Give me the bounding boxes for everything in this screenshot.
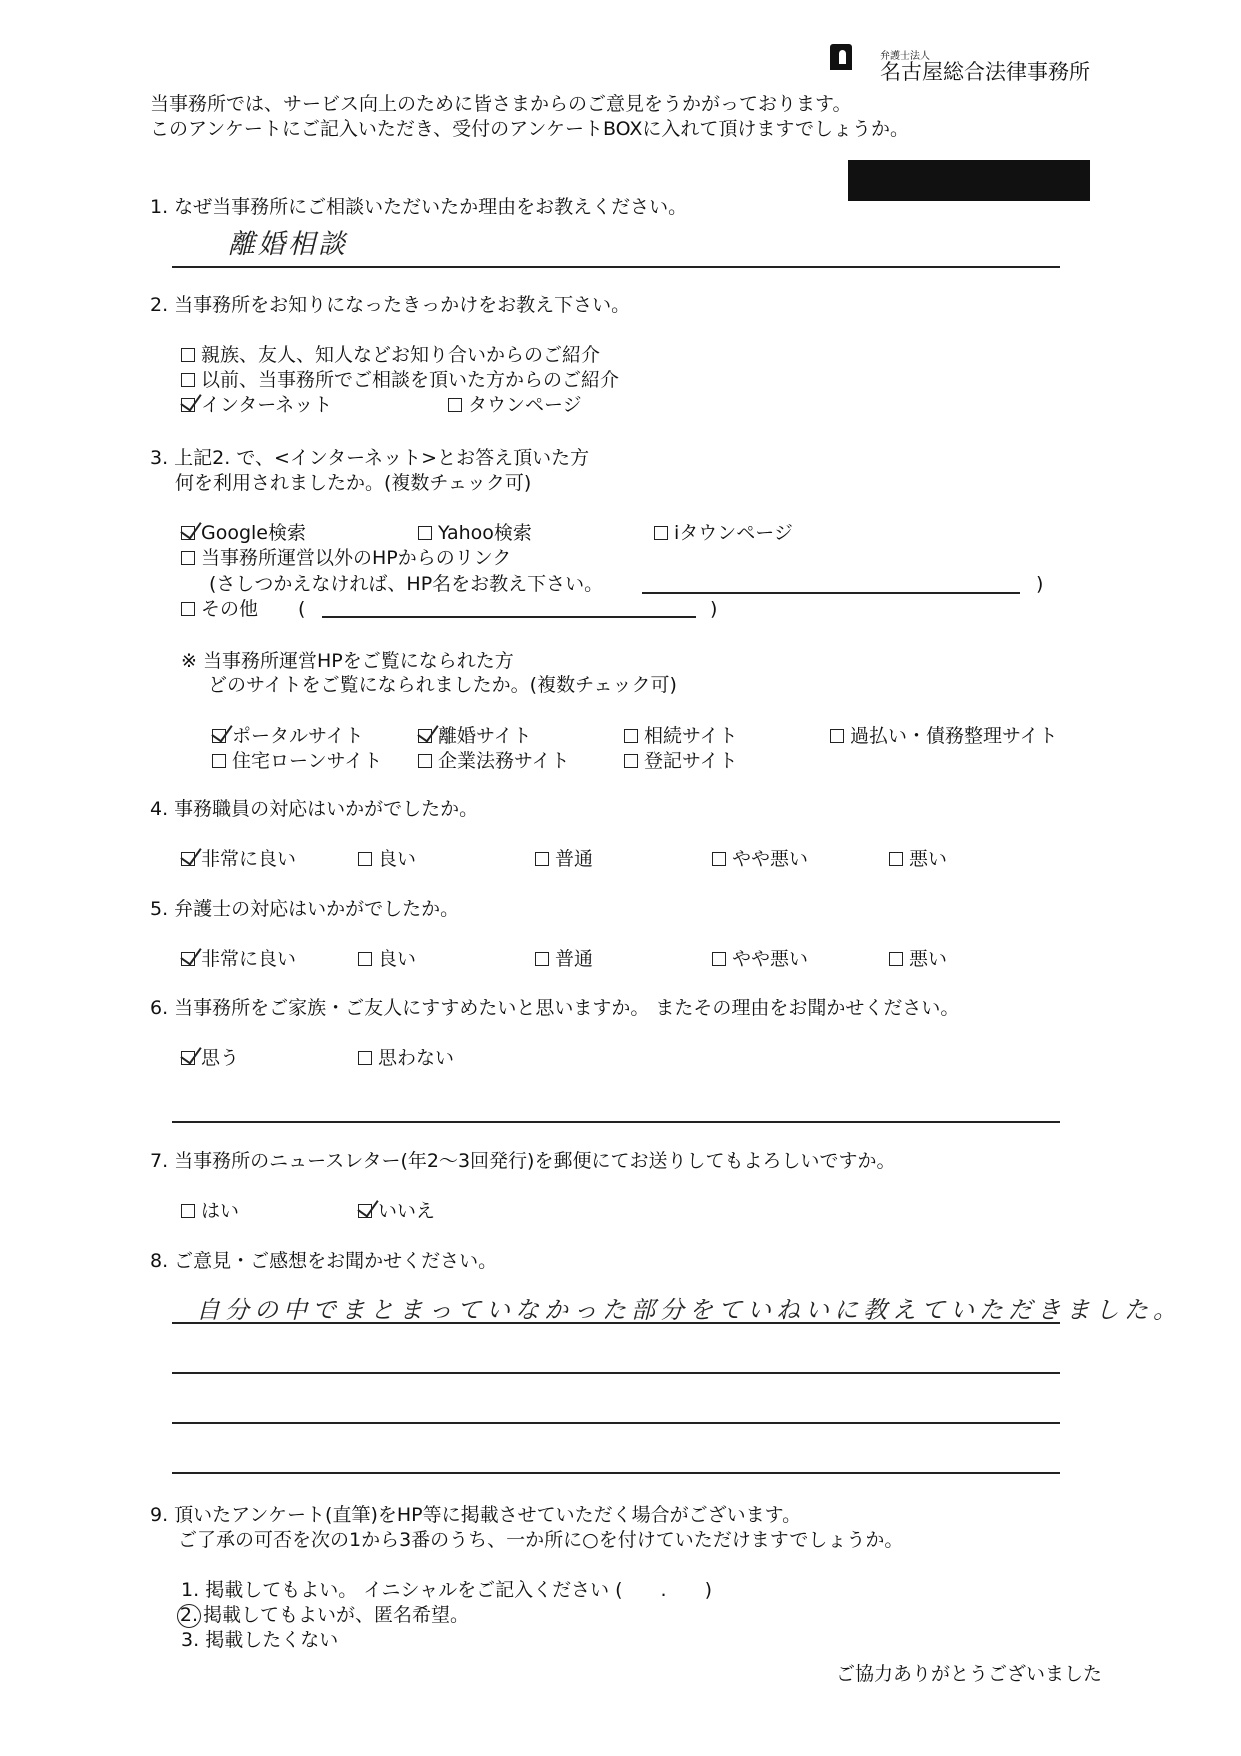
q3-option-google[interactable]: Google検索 xyxy=(181,521,306,545)
q9-line-2: ご了承の可否を次の1から3番のうち、一か所に○を付けていただけますでしょうか。 xyxy=(178,1529,904,1551)
checkbox[interactable] xyxy=(418,754,432,768)
q6-option-yes[interactable]: 思う xyxy=(181,1046,239,1070)
site-option-divorce[interactable]: 離婚サイト xyxy=(418,724,532,748)
q4-label: 4. 事務職員の対応はいかがでしたか。 xyxy=(150,798,479,820)
q8-line-2[interactable] xyxy=(172,1372,1060,1374)
checkbox[interactable] xyxy=(181,602,195,616)
q3-option-external-link[interactable]: 当事務所運営以外のHPからのリンク xyxy=(181,546,511,570)
q4-option-good[interactable]: 良い xyxy=(358,847,416,871)
checkbox-checked[interactable] xyxy=(181,1051,195,1065)
site-option-debt[interactable]: 過払い・債務整理サイト xyxy=(830,724,1058,748)
q7-label: 7. 当事務所のニュースレター(年2～3回発行)を郵便にてお送りしてもよろしいですか。 xyxy=(150,1150,896,1172)
checkbox[interactable] xyxy=(889,852,903,866)
q3-label-line-2: 何を利用されましたか。(複数チェック可) xyxy=(175,472,532,494)
company-name: 名古屋総合法律事務所 xyxy=(880,60,1090,84)
q3-option-other[interactable]: その他 xyxy=(181,597,258,621)
q9-option-2-number-circled[interactable]: 2. xyxy=(177,1604,201,1628)
checkbox-checked[interactable] xyxy=(181,526,195,540)
q3-option-yahoo[interactable]: Yahoo検索 xyxy=(418,521,532,545)
q8-line-4[interactable] xyxy=(172,1472,1060,1474)
q9-option-2[interactable]: 2. 掲載してもよいが、匿名希望。 xyxy=(181,1603,469,1628)
checkbox-checked[interactable] xyxy=(181,398,195,412)
q5-option-good[interactable]: 良い xyxy=(358,947,416,971)
q3-other-line[interactable] xyxy=(322,616,696,618)
q3-label-line-1: 3. 上記2. で、<インターネット>とお答え頂いた方 xyxy=(150,447,590,469)
checkbox[interactable] xyxy=(181,1204,195,1218)
q4-option-somewhat-bad[interactable]: やや悪い xyxy=(712,847,808,871)
q2-option-referral[interactable]: 以前、当事務所でご相談を頂いた方からのご紹介 xyxy=(181,368,619,392)
q2-option-internet[interactable]: インターネット xyxy=(181,393,332,417)
q4-option-normal[interactable]: 普通 xyxy=(535,847,593,871)
q3-note-line-2: どのサイトをご覧になられましたか。(複数チェック可) xyxy=(208,674,677,696)
checkbox[interactable] xyxy=(358,952,372,966)
site-option-inheritance[interactable]: 相続サイト xyxy=(624,724,738,748)
intro-line-1: 当事務所では、サービス向上のために皆さまからのご意見をうかがっております。 xyxy=(150,93,852,115)
thanks-message: ご協力ありがとうございました xyxy=(836,1663,1103,1685)
q9-option-3-number: 3. xyxy=(181,1629,200,1651)
checkbox-checked[interactable] xyxy=(212,729,226,743)
checkbox-checked[interactable] xyxy=(358,1204,372,1218)
checkbox[interactable] xyxy=(624,754,638,768)
checkbox-checked[interactable] xyxy=(181,852,195,866)
q3-link-paren-close: ) xyxy=(1036,573,1044,595)
checkbox[interactable] xyxy=(654,526,668,540)
checkbox[interactable] xyxy=(181,348,195,362)
q8-line-3[interactable] xyxy=(172,1422,1060,1424)
q5-option-normal[interactable]: 普通 xyxy=(535,947,593,971)
q5-option-bad[interactable]: 悪い xyxy=(889,947,947,971)
q6-reason-line[interactable] xyxy=(172,1121,1060,1123)
q8-line-1[interactable] xyxy=(172,1322,1060,1324)
checkbox[interactable] xyxy=(712,952,726,966)
q3-hp-name-line[interactable] xyxy=(642,592,1020,594)
q9-option-1-number: 1. xyxy=(181,1579,200,1601)
q6-label: 6. 当事務所をご家族・ご友人にすすめたいと思いますか。 またその理由をお聞かせください。 xyxy=(150,997,960,1019)
q2-label: 2. 当事務所をお知りになったきっかけをお教え下さい。 xyxy=(150,294,631,316)
redaction-block xyxy=(848,160,1090,201)
q4-option-very-good[interactable]: 非常に良い xyxy=(181,847,296,871)
site-option-mortgage[interactable]: 住宅ローンサイト xyxy=(212,749,382,773)
q9-line-1: 9. 頂いたアンケート(直筆)をHP等に掲載させていただく場合がございます。 xyxy=(150,1504,802,1526)
checkbox[interactable] xyxy=(624,729,638,743)
intro-line-2: このアンケートにご記入いただき、受付のアンケートBOXに入れて頂けますでしょうか。 xyxy=(150,118,909,140)
checkbox[interactable] xyxy=(212,754,226,768)
checkbox[interactable] xyxy=(889,952,903,966)
site-option-corporate[interactable]: 企業法務サイト xyxy=(418,749,570,773)
checkbox[interactable] xyxy=(830,729,844,743)
checkbox[interactable] xyxy=(358,852,372,866)
q6-option-no[interactable]: 思わない xyxy=(358,1046,454,1070)
q7-option-yes[interactable]: はい xyxy=(181,1199,239,1223)
checkbox[interactable] xyxy=(418,526,432,540)
q3-other-paren-open: ( xyxy=(298,598,306,620)
checkbox[interactable] xyxy=(448,398,462,412)
q1-label: 1. なぜ当事務所にご相談いただいたか理由をお教えください。 xyxy=(150,196,688,218)
q3-option-itownpage[interactable]: iタウンページ xyxy=(654,521,793,545)
checkbox[interactable] xyxy=(181,373,195,387)
checkbox[interactable] xyxy=(358,1051,372,1065)
q8-answer[interactable]: 自分の中でまとまっていなかった部分をていねいに教えていただきました。 xyxy=(196,1296,1182,1324)
site-option-portal[interactable]: ポータルサイト xyxy=(212,724,364,748)
checkbox-checked[interactable] xyxy=(418,729,432,743)
q1-answer-line xyxy=(172,266,1060,268)
q3-other-paren-close: ) xyxy=(710,598,718,620)
q1-answer[interactable]: 離婚相談 xyxy=(228,229,348,260)
checkbox[interactable] xyxy=(181,551,195,565)
q2-option-acquaintance[interactable]: 親族、友人、知人などお知り合いからのご紹介 xyxy=(181,343,600,367)
q3-note-line-1: ※ 当事務所運営HPをご覧になられた方 xyxy=(181,650,514,672)
q5-option-somewhat-bad[interactable]: やや悪い xyxy=(712,947,808,971)
q2-option-townpage[interactable]: タウンページ xyxy=(448,393,582,417)
checkbox[interactable] xyxy=(712,852,726,866)
company-small-label: 弁護士法人 xyxy=(880,51,930,62)
checkbox[interactable] xyxy=(535,852,549,866)
q9-option-3[interactable]: 3. 掲載したくない xyxy=(181,1629,339,1651)
q5-label: 5. 弁護士の対応はいかがでしたか。 xyxy=(150,898,460,920)
firm-logo-icon xyxy=(830,44,852,70)
q8-label: 8. ご意見・ご感想をお聞かせください。 xyxy=(150,1250,498,1272)
q4-option-bad[interactable]: 悪い xyxy=(889,847,947,871)
checkbox-checked[interactable] xyxy=(181,952,195,966)
q9-option-1[interactable]: 1. 掲載してもよい。 イニシャルをご記入ください ( . ) xyxy=(181,1579,712,1601)
q5-option-very-good[interactable]: 非常に良い xyxy=(181,947,296,971)
site-option-registration[interactable]: 登記サイト xyxy=(624,749,738,773)
q3-link-note: (さしつかえなければ、HP名をお教え下さい。 xyxy=(209,573,604,595)
q7-option-no[interactable]: いいえ xyxy=(358,1199,435,1223)
checkbox[interactable] xyxy=(535,952,549,966)
